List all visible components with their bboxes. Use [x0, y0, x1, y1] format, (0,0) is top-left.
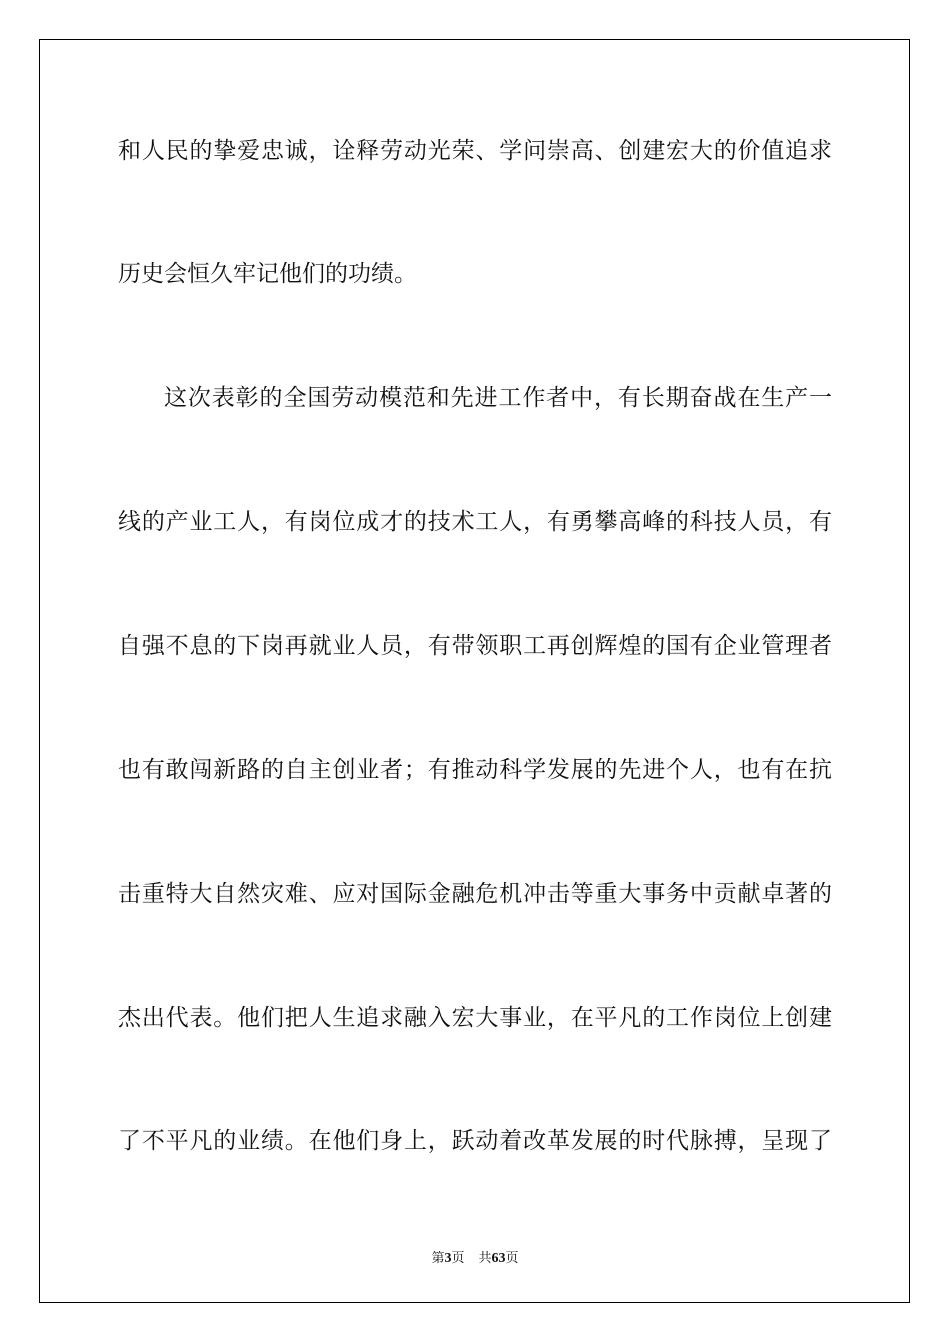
body-text-line-7: 击重特大自然灾难、应对国际金融危机冲击等重大事务中贡献卓著的 [118, 881, 832, 907]
body-text-line-6: 也有敢闯新路的自主创业者；有推动科学发展的先进个人，也有在抗 [118, 757, 832, 783]
footer-page-suffix: 页 [451, 1251, 465, 1266]
body-text-line-3: 这次表彰的全国劳动模范和先进工作者中，有长期奋战在生产一 [164, 385, 832, 411]
body-text-line-2: 历史会恒久牢记他们的功绩。 [118, 261, 417, 287]
body-text-line-9: 了不平凡的业绩。在他们身上，跃动着改革发展的时代脉搏，呈现了 [118, 1128, 832, 1154]
page-border [39, 39, 910, 1303]
body-text-line-4: 线的产业工人，有岗位成才的技术工人，有勇攀高峰的科技人员，有 [118, 509, 832, 535]
footer-total-prefix: 共 [478, 1251, 492, 1266]
body-text-line-1: 和人民的挚爱忠诚，诠释劳动光荣、学问崇高、创建宏大的价值追求 [118, 138, 832, 164]
footer-page-prefix: 第 [431, 1251, 445, 1266]
body-text-line-5: 自强不息的下岗再就业人员，有带领职工再创辉煌的国有企业管理者 [118, 633, 832, 659]
footer-total-pages: 63 [491, 1251, 506, 1266]
footer-total-suffix: 页 [505, 1251, 519, 1266]
page-footer [0, 1247, 950, 1267]
footer-page-number: 3 [444, 1251, 452, 1266]
body-text-line-8: 杰出代表。他们把人生追求融入宏大事业，在平凡的工作岗位上创建 [118, 1005, 832, 1031]
